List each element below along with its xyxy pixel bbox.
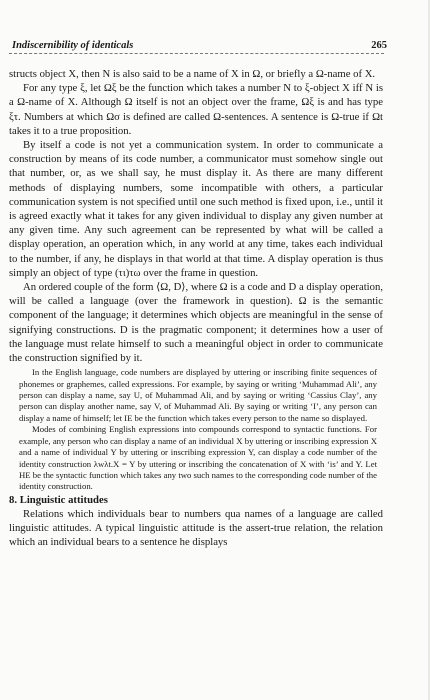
page-number: 265 xyxy=(371,40,387,51)
paragraph-3: By itself a code is not yet a communication system. In order to communicate a construction by means of its code number, a communicator must somehow single out that number, or, as we shall say, he must display it. As there are many different methods of displaying numbers, some incompatible with others, a particular communication system is not specified until one such method is fixed upon, i.e., until it is agreed exactly what it takes for any given individual to display any given number at any given time. Any such agreement can be represented by what will be called a display operation, an operation which, in any world at any time, takes each individual to the number, if any, he displays in that world at that time. A display operation is thus simply an object of type (τι)τω over the frame in question. xyxy=(9,139,384,279)
paragraph-2: For any type ξ, let Ωξ be the function which takes a number N to ξ-object X iff N is a Ω-name of X. Although Ω itself is not an object over the frame, Ωξ is and has type ξτ. Numbers at which Ωσ is defined are called Ω-sentences. A sentence is Ω-true if Ωt takes it to a true proposition. xyxy=(9,82,383,137)
section-paragraph: Relations which individuals bear to numbers qua names of a language are called linguistic attitudes. A typical linguistic attitude is the assert-true relation, the relation which an individual bears to a sentence he displays xyxy=(9,507,383,549)
paragraph-1: structs object X, then N is also said to be a name of X in Ω, or briefly a Ω-name of X. xyxy=(9,68,376,80)
header-rule xyxy=(9,53,384,54)
running-title: Indiscernibility of identicals xyxy=(12,40,134,51)
section-heading: 8. Linguistic attitudes xyxy=(9,493,108,506)
example-paragraph-1: In the English language, code numbers are displayed by uttering or inscribing finite sequences of phonemes or graphemes, called expressions. For example, by saying or writing ‘Muhammad Ali’, any person can display a name, say U, of Muhammad Ali, and by saying or writing ‘Cassius Clay’, any person can display another name, say V, of Muhammad Ali. By saying or writing ‘I’, any person can display a name of himself; let IE be the function which takes every person to the name so displayed. xyxy=(19,367,377,423)
example-paragraph-2: Modes of combining English expressions into compounds correspond to syntactic functions. For example, any person who can display a name of an individual X by uttering or inscribing expression X and a name of individual Y by uttering or inscribing expression Y, can display a code number of the identity construction λwλt.X = Y by uttering or inscribing the concatenation of X with ‘is’ and Y. Let HE be the syntactic function which takes any two such names to the corresponding code number of the identity construction. xyxy=(19,424,377,492)
paragraph-4: An ordered couple of the form ⟨Ω, D⟩, where Ω is a code and D a display operation, will be called a language (over the framework in question). Ω is the semantic component of the language; it determines which objects are meaningful in the sense of signifying constructions. D is the pragmatic component; it determines how a user of the language must relate himself to such a meaningful object in order to communicate the construction signified by it. xyxy=(9,281,383,365)
book-page xyxy=(9,0,413,700)
page-body xyxy=(9,67,383,550)
